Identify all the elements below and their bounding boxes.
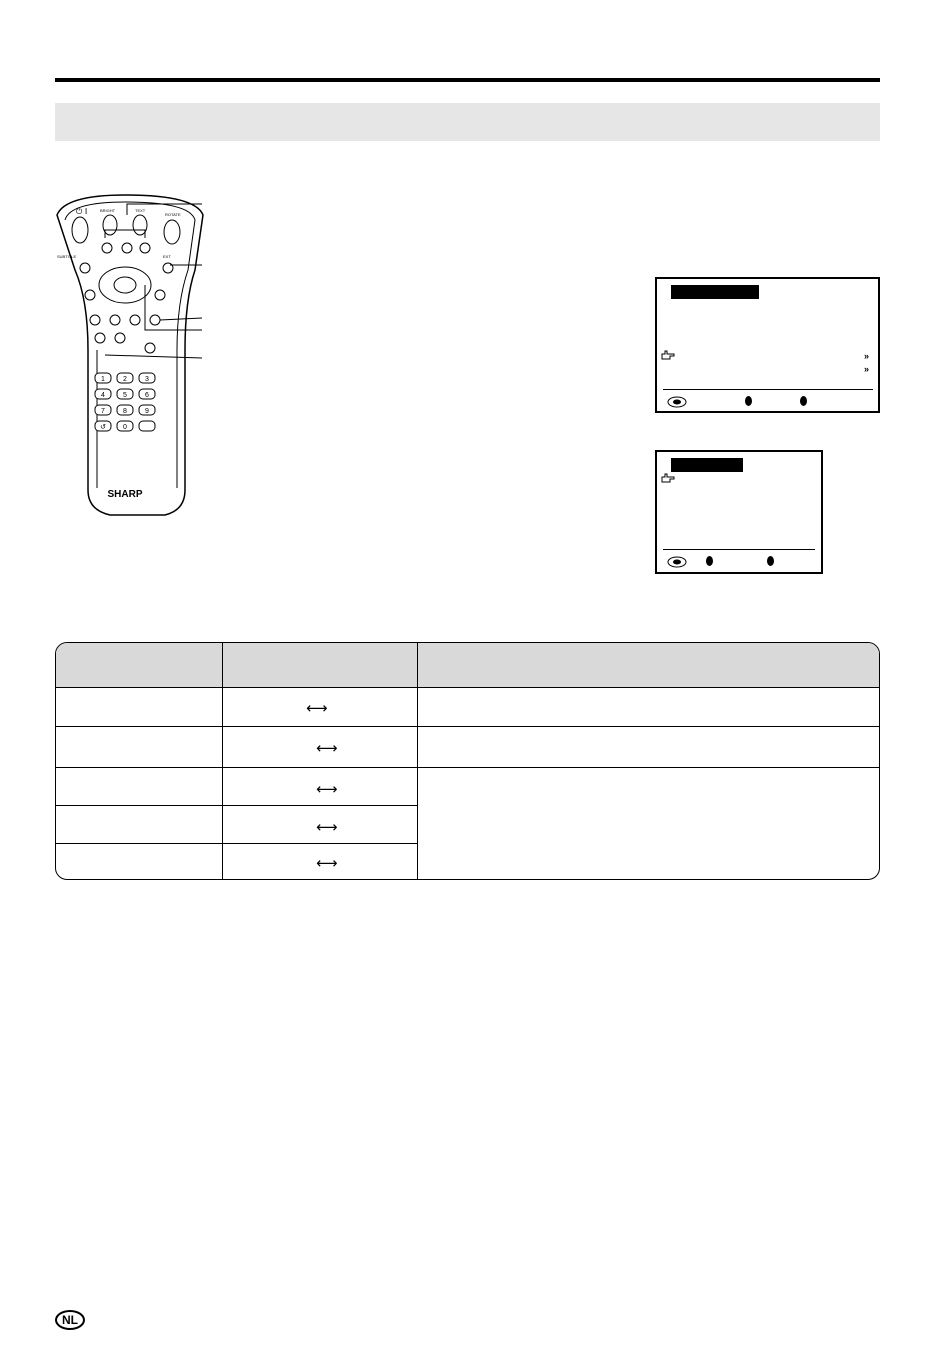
button-dot-icon xyxy=(767,556,774,566)
svg-text:TEXT: TEXT xyxy=(135,208,146,213)
range-arrow-icon: ⟷ xyxy=(306,699,328,717)
adjustment-table xyxy=(55,642,880,880)
range-arrow-icon: ⟷ xyxy=(316,854,338,872)
osd-title-bar xyxy=(671,285,759,299)
osd-divider xyxy=(663,549,815,550)
power-symbol: ⏻ I xyxy=(76,207,88,216)
top-rule xyxy=(55,78,880,82)
remote-brand-logo: SHARP xyxy=(107,489,143,500)
svg-text:4: 4 xyxy=(101,392,105,399)
svg-text:BRIGHT: BRIGHT xyxy=(100,208,116,213)
svg-text:9: 9 xyxy=(145,408,149,415)
range-arrow-icon: ⟷ xyxy=(316,739,338,757)
svg-text:EXT: EXT xyxy=(163,254,171,259)
table-header xyxy=(56,643,879,688)
submenu-chevron-icon: » xyxy=(864,364,870,374)
svg-text:8: 8 xyxy=(123,408,127,415)
language-badge: NL xyxy=(55,1310,85,1330)
remote-nav-icon xyxy=(667,396,687,408)
svg-text:0: 0 xyxy=(123,424,127,431)
svg-text:3: 3 xyxy=(145,376,149,383)
section-header-band xyxy=(55,103,880,141)
button-dot-icon xyxy=(745,396,752,406)
hand-pointer-icon xyxy=(661,473,675,483)
range-arrow-icon: ⟷ xyxy=(316,818,338,836)
remote-nav-icon xyxy=(667,556,687,568)
button-dot-icon xyxy=(706,556,713,566)
osd-divider xyxy=(663,389,873,390)
range-arrow-icon: ⟷ xyxy=(316,780,338,798)
osd-title-bar xyxy=(671,458,743,472)
svg-text:1: 1 xyxy=(101,376,105,383)
osd-screen-menu-2 xyxy=(655,450,823,574)
svg-text:ROTATE: ROTATE xyxy=(165,212,181,217)
svg-text:5: 5 xyxy=(123,392,127,399)
button-dot-icon xyxy=(800,396,807,406)
svg-text:SUBTITLE: SUBTITLE xyxy=(57,254,77,259)
submenu-chevron-icon: » xyxy=(864,351,870,361)
osd-screen-menu-1 xyxy=(655,277,880,413)
svg-text:7: 7 xyxy=(101,408,105,415)
svg-text:↺: ↺ xyxy=(100,424,106,431)
hand-pointer-icon xyxy=(661,350,675,360)
svg-text:6: 6 xyxy=(145,392,149,399)
svg-text:2: 2 xyxy=(123,376,127,383)
remote-control-illustration xyxy=(45,190,215,535)
